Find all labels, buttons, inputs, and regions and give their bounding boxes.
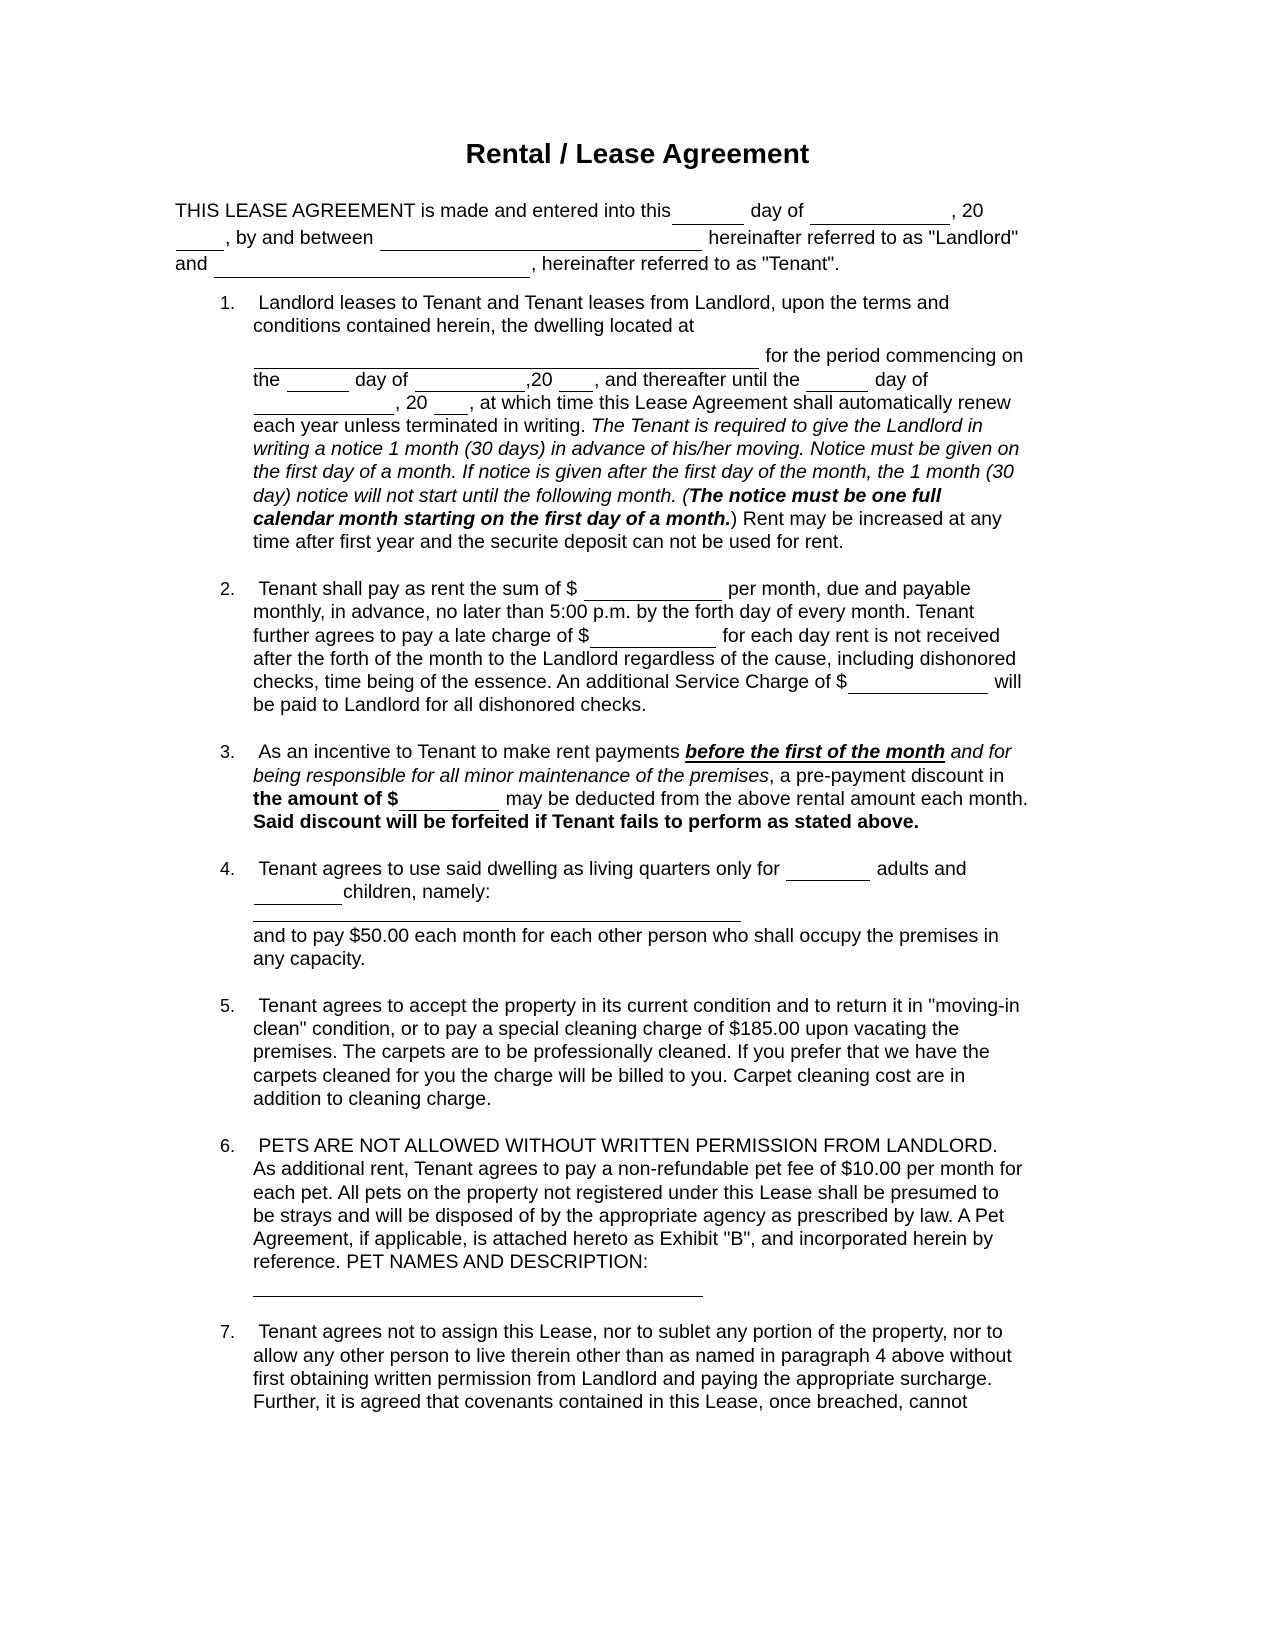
clause5-text-l4: carpets cleaned for you the charge will be billed to you. Carpet cleaning cost are in [253,1064,966,1087]
blank-end-year[interactable] [434,396,468,415]
clause2-line-2 [253,601,1035,624]
clause5-line-3 [253,1041,1035,1064]
preamble-text-1a: THIS LEASE AGREEMENT is made and entered into this [175,200,672,222]
clause1-line-10 [253,508,1035,531]
clause1-text-l7-italic: writing a notice 1 month (30 days) in advance of his/her moving. Notice must be given on [253,438,1020,461]
clause7-text-l3: first obtaining written permission from Landlord and paying the appropriate surcharge. [253,1367,993,1390]
clause-body-2 [253,578,1035,717]
clause3-text-l1b: and for [950,741,1012,764]
clause6-text-l3: each pet. All pets on the property not registered under this Lease shall be presumed to [253,1181,999,1204]
clause2-text-l1a: Tenant shall pay as rent the sum of $ [258,578,578,601]
clause1-text-l8-italic: the first day of a month. If notice is given after the first day of the month, the 1 month (30 [253,461,1014,484]
clause1-line-8 [253,461,1035,484]
clause2-text-l2: monthly, in advance, no later than 5:00 p.m. by the forth day of every month. Tenant [253,601,975,624]
clause1-line-4 [253,369,1035,392]
clause1-text-l4a: the [253,368,281,391]
preamble-paragraph [175,198,1035,278]
clause5-line-5 [253,1088,1035,1111]
clause2-text-l5a: checks, time being of the essence. An additional Service Charge of $ [253,671,848,694]
clause3-text-l2-italic: being responsible for all minor maintenance of the premises [253,764,769,787]
clause-number-5: 5. [219,996,235,1017]
clause1-line-7 [253,438,1035,461]
preamble-text-1c: , 20 [951,200,984,222]
clause1-text-l1: Landlord leases to Tenant and Tenant leases from Landlord, upon the terms and [258,292,950,314]
clause1-text-l9-italic: day) notice will not start until the following month. ( [253,484,689,507]
clause3-line-4 [253,811,1035,834]
clause1-line-6 [253,415,1035,438]
clause1-text-l10-after: ) Rent may be increased at any [730,507,1002,530]
clause1-text-l11: time after first year and the securite deposit can not be used for rent. [253,531,844,554]
blank-adults-count[interactable] [786,862,870,881]
clause2-line-4 [253,648,1035,671]
clause6-text-l5: Agreement, if applicable, is attached hereto as Exhibit "B", and incorporated herein by [253,1227,994,1250]
clause6-text-l4: be strays and will be disposed of by the appropriate agency as prescribed by law. A Pet [253,1204,1005,1227]
clause1-line-3 [253,345,1035,368]
clause6-line-5 [253,1228,1035,1251]
clause5-line-4 [253,1065,1035,1088]
clause5-line-2 [253,1018,1035,1041]
clause-number-2: 2. [219,579,235,600]
clause-item-7 [175,1321,1035,1414]
clause7-text-l2: allow any other person to live therein other than as named in paragraph 4 above without [253,1344,1012,1367]
clause1-line-5 [253,392,1035,415]
preamble-text-3b: , hereinafter referred to as "Tenant". [530,253,840,275]
clause-body-1 [253,292,1035,554]
clause-list [175,292,1035,1414]
clause4-text-l4: and to pay $50.00 each month for each other person who shall occupy the premises in [253,924,999,947]
clause2-text-l3a: further agrees to pay a late charge of $ [253,624,590,647]
clause7-text-l4: Further, it is agreed that covenants contained in this Lease, once breached, cannot [253,1390,968,1413]
preamble-text-2a: , by and between [225,226,374,249]
clause6-line-3 [253,1182,1035,1205]
clause-body-3 [253,741,1035,834]
clause3-text-l4-bold: Said discount will be forfeited if Tenant fails to perform as stated above. [253,811,919,834]
clause1-text-l9-bold: The notice must be one full [688,484,942,507]
clause-item-5 [175,995,1035,1111]
clause1-text-l6-italic: The Tenant is required to give the Landlord in [591,415,983,438]
clause6-line-6 [253,1251,1035,1274]
clause1-line-9 [253,485,1035,508]
clause-item-3 [175,741,1035,834]
clause2-line-6 [253,694,1035,717]
clause2-line-5 [253,671,1035,694]
clause7-line-2 [253,1345,1035,1368]
clause4-text-l1a: Tenant agrees to use said dwelling as living quarters only for [258,858,780,881]
clause3-line-3 [253,788,1035,811]
blank-occupant-names[interactable] [253,921,741,922]
clause6-text-l1: PETS ARE NOT ALLOWED WITHOUT WRITTEN PERMISSION FROM LANDLORD. [258,1135,998,1158]
clause6-text-l2: As additional rent, Tenant agrees to pay a non-refundable pet fee of $10.00 per month for [253,1158,1023,1181]
clause4-text-l2b: children, namely: [343,881,491,904]
clause2-line-1 [253,578,1035,601]
clause1-line-11 [253,531,1035,554]
page-title: Rental / Lease Agreement [465,138,810,169]
clause1-text-l4c: ,20 [525,368,553,391]
clause3-line-1 [253,741,1035,764]
blank-end-day[interactable] [806,373,868,392]
clause-body-4 [253,858,1035,971]
clause2-text-l5b: will [994,671,1022,694]
clause7-line-1 [253,1321,1035,1344]
clause-body-6 [253,1135,1035,1297]
preamble-text-3a: and [175,253,208,275]
blank-dwelling-address[interactable] [254,350,759,369]
clause-item-1 [175,292,1035,554]
clause-number-4: 4. [219,859,235,880]
blank-start-day[interactable] [287,373,349,392]
blank-year[interactable] [176,232,224,251]
preamble-text-2b: hereinafter referred to as "Landlord" [708,226,1019,249]
preamble-line-1 [175,198,1035,225]
clause5-text-l2: clean" condition, or to pay a special cleaning charge of $185.00 upon vacating the [253,1018,960,1041]
clause-item-2 [175,578,1035,717]
clause-body-5 [253,995,1035,1111]
clause4-line-1 [253,858,1035,881]
clause5-line-1 [253,995,1035,1018]
clause6-line-2 [253,1158,1035,1181]
blank-late-charge[interactable] [590,629,716,648]
clause2-text-l1b: per month, due and payable [727,578,971,601]
clause4-text-l5: any capacity. [253,947,366,970]
clause3-line-2 [253,765,1035,788]
clause6-text-l6: reference. PET NAMES AND DESCRIPTION: [253,1251,649,1274]
clause-number-7: 7. [219,1322,235,1343]
blank-tenant-name[interactable] [214,259,530,278]
clause1-line-1 [253,292,1035,315]
blank-monthly-rent[interactable] [584,582,722,601]
clause1-text-l4e: day of [874,368,928,391]
clause4-line-2 [253,881,1035,904]
clause1-text-l6a: each year unless terminated in writing. [253,415,586,438]
preamble-line-3 [175,251,1035,278]
clause-number-3: 3. [219,742,235,763]
blank-start-year[interactable] [559,373,593,392]
clause1-line-2 [253,315,1035,338]
clause7-text-l1: Tenant agrees not to assign this Lease, nor to sublet any portion of the property, nor to [258,1321,1003,1344]
preamble-line-2 [175,225,1035,252]
clause-item-4 [175,858,1035,971]
clause5-text-l5: addition to cleaning charge. [253,1087,492,1110]
clause4-text-l1b: adults and [876,858,967,881]
clause-item-6 [175,1135,1035,1297]
clause3-text-l1a: As an incentive to Tenant to make rent payments [258,741,680,764]
blank-end-month[interactable] [254,396,394,415]
clause1-text-l2: conditions contained herein, the dwelling located at [253,315,695,338]
clause3-text-l1-emphasis: before the first of the month [685,741,946,764]
clause6-line-4 [253,1205,1035,1228]
clause4-line-5 [253,948,1035,971]
clause5-text-l1: Tenant agrees to accept the property in its current condition and to return it in "moving-in [258,995,1020,1018]
clause2-text-l3b: for each day rent is not received [722,624,1000,647]
clause3-text-l2-after: , a pre-payment discount in [768,764,1005,787]
blank-pet-names[interactable] [253,1296,703,1297]
clause7-line-3 [253,1368,1035,1391]
clause-number-6: 6. [219,1136,235,1157]
clause2-text-l6: be paid to Landlord for all dishonored checks. [253,694,647,717]
blank-month[interactable] [810,206,950,225]
clause-body-7 [253,1321,1035,1414]
clause1-text-l5a: , 20 [395,391,428,414]
blank-discount-amount[interactable] [399,792,499,811]
clause3-text-l3a: the amount of $ [253,787,399,810]
clause1-text-l4b: day of [354,368,409,391]
clause7-line-4 [253,1391,1035,1414]
clause4-line-4 [253,925,1035,948]
clause1-text-l3: for the period commencing on [765,345,1024,368]
clause6-line-1 [253,1135,1035,1158]
blank-landlord-name[interactable] [380,232,702,251]
blank-day[interactable] [672,206,744,225]
clause2-line-3 [253,625,1035,648]
blank-start-month[interactable] [415,373,525,392]
clause1-text-l4d: , and thereafter until the [594,368,800,391]
blank-service-charge[interactable] [848,675,988,694]
preamble-text-1b: day of [750,200,804,222]
clause1-text-l5b: , at which time this Lease Agreement shall automatically renew [468,391,1011,414]
blank-children-count[interactable] [254,886,342,905]
clause-number-1: 1. [219,293,235,313]
clause1-text-l10-bold: calendar month starting on the first day of a month. [253,507,731,530]
clause3-text-l3b: may be deducted from the above rental amount each month. [505,787,1029,810]
clause2-text-l4: after the forth of the month to the Landlord regardless of the cause, including dishonored [253,647,1017,670]
clause5-text-l3: premises. The carpets are to be professionally cleaned. If you prefer that we have the [253,1041,990,1064]
